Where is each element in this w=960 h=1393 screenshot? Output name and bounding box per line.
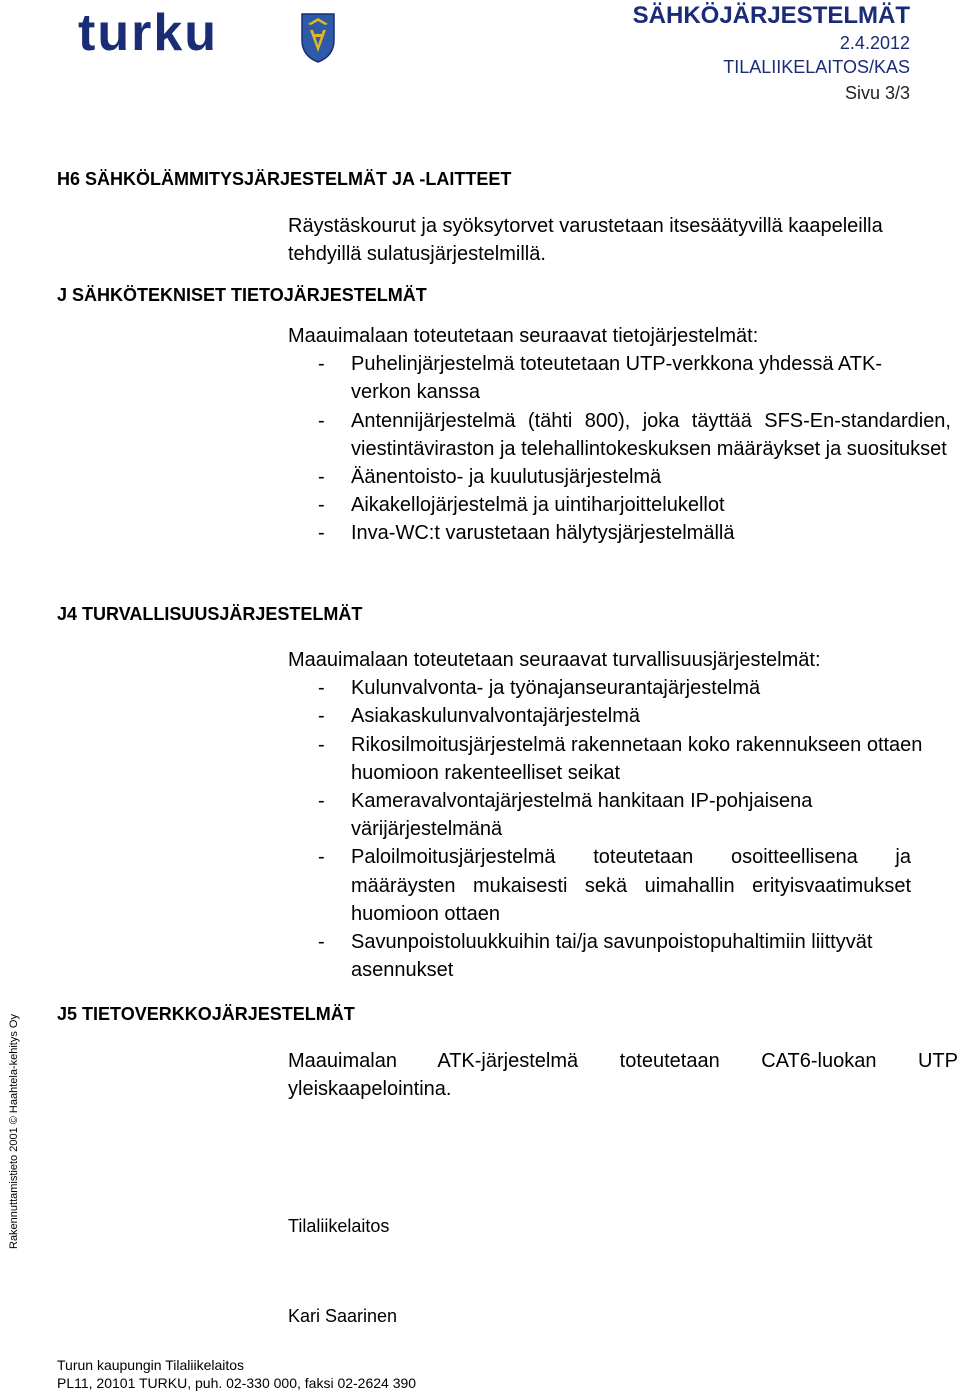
section-body-j4 — [288, 646, 958, 984]
bullet-dash: - — [318, 677, 325, 700]
section-heading-h6: H6 SÄHKÖLÄMMITYSJÄRJESTELMÄT JA -LAITTEET — [57, 169, 512, 189]
list-item — [288, 519, 958, 547]
list-item-text: Kulunvalvonta- ja työnajanseurantajärjestelmä — [351, 677, 761, 700]
list-item — [288, 928, 958, 984]
footer-line-1: Turun kaupungin Tilaliikelaitos — [57, 1357, 245, 1373]
list-item — [288, 463, 958, 491]
section-text-h6 — [288, 212, 928, 268]
list-item — [288, 350, 958, 406]
copyright-side-note: Rakennuttamistieto 2001 © Haahtela-kehitys Oy — [8, 1014, 20, 1249]
bullet-dash: - — [318, 931, 325, 954]
list-item-text: Äänentoisto- ja kuulutusjärjestelmä — [351, 466, 662, 489]
turku-logo — [78, 8, 340, 64]
page-number: Sivu 3/3 — [844, 83, 910, 103]
bullet-dash: - — [318, 494, 325, 517]
bullet-dash: - — [318, 409, 325, 432]
list-item — [288, 731, 958, 787]
list-item-text: Rikosilmoitusjärjestelmä rakennetaan koko rakennukseen ottaen huomioon rakenteelliset seikat — [351, 733, 923, 784]
bullet-dash: - — [318, 733, 325, 756]
list-item — [288, 407, 958, 463]
section-text-j5: Maauimalan ATK-järjestelmä toteutetaan CAT6-luokan UTP yleiskaapelointina. — [288, 1050, 958, 1101]
list-item-text: Aikakellojärjestelmä ja uintiharjoittelukellot — [351, 494, 725, 517]
list-item-text: Puhelinjärjestelmä toteutetaan UTP-verkkona yhdessä ATK-verkon kanssa — [351, 353, 883, 404]
signature-name: Kari Saarinen — [288, 1306, 398, 1326]
list-item — [288, 843, 958, 928]
list-item-text: Kameravalvontajärjestelmä hankitaan IP-pohjaisena värijärjestelmänä — [351, 790, 813, 841]
section-heading-j4: J4 TURVALLISUUSJÄRJESTELMÄT — [57, 604, 363, 624]
bullet-dash: - — [318, 790, 325, 813]
section-body-j — [288, 322, 958, 548]
list-item — [288, 491, 958, 519]
bullet-dash: - — [318, 353, 325, 376]
list-item-text: Inva-WC:t varustetaan hälytysjärjestelmällä — [351, 522, 735, 545]
list-item — [288, 674, 958, 702]
bullet-dash: - — [318, 705, 325, 728]
logo-wordmark: turku — [78, 8, 218, 62]
section-heading-j5: J5 TIETOVERKKOJÄRJESTELMÄT — [57, 1004, 355, 1024]
document-date: 2.4.2012 — [839, 33, 910, 53]
turku-crest-icon — [302, 14, 334, 62]
paragraph: Räystäskourut ja syöksytorvet varustetaan itsesäätyvillä kaapeleilla tehdyillä sulatusjärjestelmillä. — [288, 215, 883, 266]
list-item-text: Antennijärjestelmä (tähti 800), joka täyttää SFS-En-standardien, viestintäviraston ja telehallintokeskuksen määräykset ja suositukset — [351, 409, 951, 460]
signature-org: Tilaliikelaitos — [288, 1216, 390, 1236]
footer-line-2: PL11, 20101 TURKU, puh. 02-330 000, faksi 02-2624 390 — [57, 1375, 417, 1391]
list-item-text: Savunpoistoluukkuihin tai/ja savunpoistopuhaltimiin liittyvät asennukset — [351, 931, 873, 982]
list-item — [288, 702, 958, 730]
section-intro: Maauimalaan toteutetaan seuraavat tietojärjestelmät: — [288, 325, 759, 347]
list-item-text: Asiakaskulunvalvontajärjestelmä — [351, 705, 641, 728]
bullet-dash: - — [318, 846, 325, 869]
department: TILALIIKELAITOS/KAS — [723, 57, 910, 77]
section-intro: Maauimalaan toteutetaan seuraavat turvallisuusjärjestelmät: — [288, 649, 821, 671]
bullet-dash: - — [318, 466, 325, 489]
section-heading-j: J SÄHKÖTEKNISET TIETOJÄRJESTELMÄT — [57, 285, 427, 305]
list-item-text: Paloilmoitusjärjestelmä toteutetaan osoitteellisena ja määräysten mukaisesti sekä uimahallin erityisvaatimukset huomioon ottaen — [351, 846, 911, 925]
list-item — [288, 787, 958, 843]
document-title: SÄHKÖJÄRJESTELMÄT — [632, 2, 910, 29]
bullet-dash: - — [318, 522, 325, 545]
